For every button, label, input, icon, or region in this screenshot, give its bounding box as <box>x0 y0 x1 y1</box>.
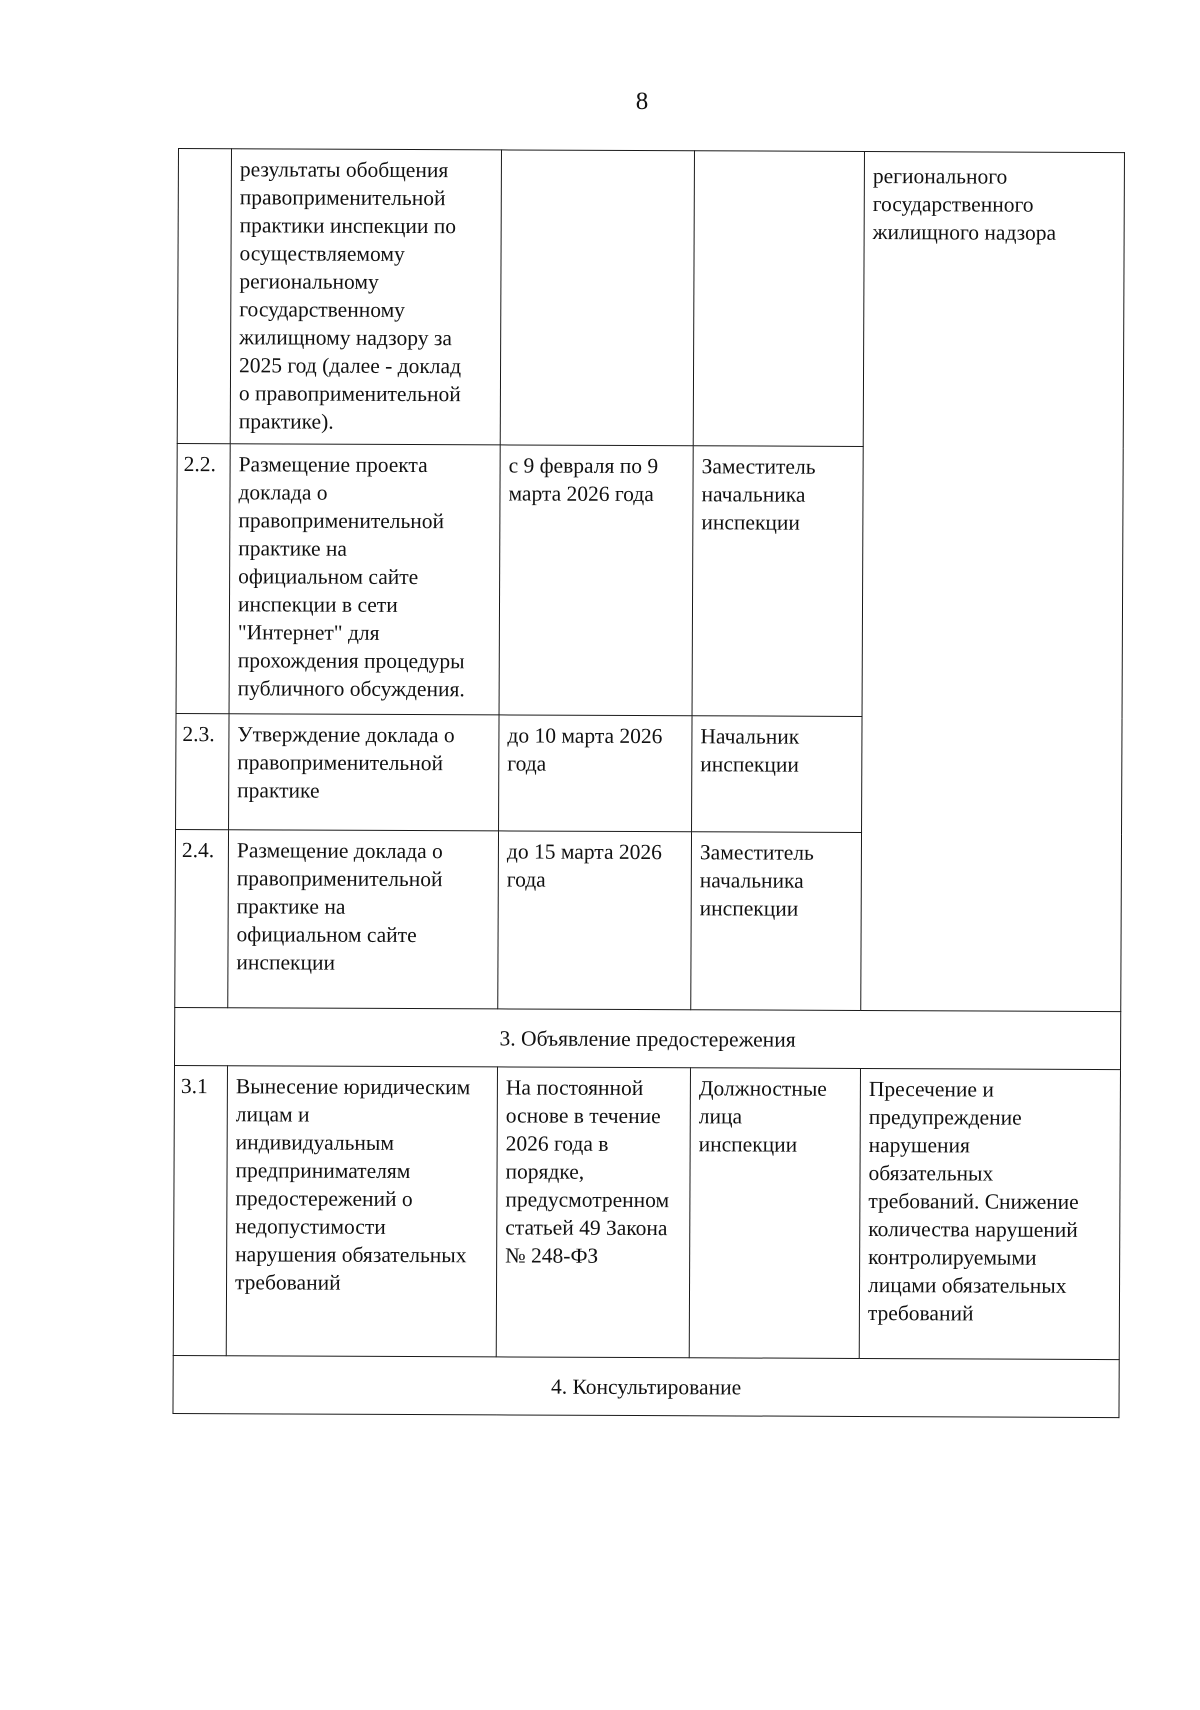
cell-text-line: лицами обязательных <box>867 1273 1067 1298</box>
section-heading: 3. Объявление предостережения <box>174 1007 1120 1069</box>
cell-number: 2.4. <box>175 829 229 1007</box>
cell-text-line: публичного обсуждения. <box>237 676 465 702</box>
cell-text-line: года <box>507 751 547 776</box>
cell-text-line: инспекции <box>701 510 801 535</box>
cell-text-line: инспекции в сети <box>237 592 398 617</box>
cell-text-line: количества нарушений <box>868 1217 1078 1242</box>
cell-text-line: предпринимателям <box>235 1158 411 1184</box>
cell-text-line: На постоянной <box>505 1075 644 1101</box>
cell-text-line: лицам и <box>235 1102 310 1127</box>
cell-measure <box>230 149 501 445</box>
cell-text-line: официальном сайте <box>238 564 419 590</box>
cell-responsible <box>691 832 862 1011</box>
cell-measure <box>229 714 500 831</box>
cell-text-line: инспекции <box>698 1132 798 1157</box>
cell-text-line: Заместитель <box>699 840 814 865</box>
cell-text-line: с 9 февраля по 9 <box>508 453 659 479</box>
cell-text-line: практике <box>237 778 320 803</box>
cell-responsible <box>689 1068 860 1359</box>
cell-text-line: нарушения обязательных <box>235 1242 467 1268</box>
cell-text-line: контролируемыми <box>868 1245 1037 1270</box>
cell-text-line: до 15 марта 2026 <box>506 839 662 865</box>
cell-text-line: доклада о <box>238 480 328 505</box>
cell-responsible <box>693 151 864 447</box>
cell-text-line: № 248-ФЗ <box>505 1243 599 1268</box>
cell-deadline <box>496 1067 690 1358</box>
cell-text-line: требований <box>867 1301 974 1326</box>
cell-text-line: инспекции <box>236 950 336 975</box>
cell-text-line: официальном сайте <box>236 922 417 948</box>
cell-text-line: правоприменительной <box>237 750 444 776</box>
cell-text-line: предостережений о <box>235 1186 413 1212</box>
cell-text-line: правоприменительной <box>239 185 446 211</box>
cell-text-line: порядке, <box>505 1159 585 1184</box>
cell-text-line: Должностные <box>698 1076 827 1101</box>
cell-text-line: жилищному надзору за <box>239 325 452 351</box>
cell-text-line: правоприменительной <box>236 866 443 892</box>
table-row-continuation <box>177 149 1124 448</box>
cell-result <box>859 1068 1120 1359</box>
cell-text-line: жилищного надзора <box>872 220 1057 245</box>
table-row-3-1 <box>173 1065 1120 1359</box>
cell-text-line: Вынесение юридическим <box>235 1074 471 1100</box>
cell-text-line: осуществляемому <box>239 241 405 266</box>
cell-text-line: государственного <box>872 192 1034 217</box>
cell-text-line: недопустимости <box>235 1214 386 1239</box>
cell-responsible <box>692 446 863 717</box>
cell-text-line: требований. Снижение <box>868 1189 1079 1214</box>
cell-deadline <box>498 831 692 1010</box>
cell-deadline <box>499 445 693 716</box>
plan-table <box>172 148 1125 1418</box>
table-row-section-3 <box>174 1007 1120 1069</box>
cell-text-line: обязательных <box>868 1161 994 1186</box>
table-row-section-4 <box>173 1355 1119 1417</box>
cell-measure <box>228 830 499 1009</box>
cell-result <box>861 151 1125 1011</box>
cell-text-line: индивидуальным <box>235 1130 395 1155</box>
cell-text-line: правоприменительной <box>238 508 445 534</box>
cell-number: 2.2. <box>176 443 230 713</box>
cell-text-line: прохождения процедуры <box>237 648 465 674</box>
page-number: 8 <box>635 88 649 115</box>
cell-text-line: года <box>506 867 546 892</box>
cell-deadline <box>499 715 693 832</box>
cell-text-line: результаты обобщения <box>239 157 449 183</box>
cell-text-line: инспекции <box>699 896 799 921</box>
cell-text-line: 2026 года в <box>505 1131 609 1156</box>
cell-text-line: начальника <box>701 482 806 507</box>
cell-text-line: практике на <box>236 894 346 919</box>
cell-number: 2.3. <box>176 713 230 829</box>
cell-text-line: практике). <box>238 409 334 434</box>
cell-text-line: "Интернет" для <box>237 620 380 645</box>
cell-measure <box>226 1066 497 1357</box>
cell-text-line: до 10 марта 2026 <box>507 723 663 749</box>
cell-text-line: Размещение доклада о <box>236 838 443 864</box>
cell-text-line: предупреждение <box>868 1105 1022 1130</box>
cell-text-line: практики инспекции по <box>239 213 457 239</box>
cell-text-line: Пресечение и <box>868 1077 994 1102</box>
cell-text-line: 2025 год (далее - доклад <box>239 353 462 379</box>
cell-responsible <box>692 716 863 833</box>
cell-text-line: основе в течение <box>505 1103 661 1129</box>
cell-text-line: инспекции <box>700 752 799 777</box>
cell-text-line: практике на <box>238 536 348 561</box>
cell-text-line: Размещение проекта <box>238 452 428 478</box>
cell-text-line: Заместитель <box>701 454 816 479</box>
cell-text-line: марта 2026 года <box>508 481 654 507</box>
section-heading: 4. Консультирование <box>173 1355 1119 1417</box>
cell-text-line: предусмотренном <box>505 1187 670 1213</box>
cell-deadline <box>500 150 694 446</box>
cell-text-line: начальника <box>699 868 804 893</box>
cell-text-line: региональному <box>239 269 379 294</box>
cell-text-line: Начальник <box>700 724 800 749</box>
cell-text-line: Утверждение доклада о <box>237 722 455 748</box>
cell-text-line: государственному <box>239 297 406 322</box>
cell-number: 3.1 <box>173 1065 227 1355</box>
cell-text-line: статьей 49 Закона <box>505 1215 668 1241</box>
cell-text-line: регионального <box>872 164 1008 189</box>
cell-text-line: требований <box>234 1270 341 1295</box>
cell-text-line: о правоприменительной <box>238 381 461 407</box>
cell-text-line: нарушения <box>868 1133 970 1158</box>
cell-text-line: лица <box>698 1104 743 1129</box>
cell-measure <box>229 444 500 715</box>
cell-number <box>177 149 231 444</box>
